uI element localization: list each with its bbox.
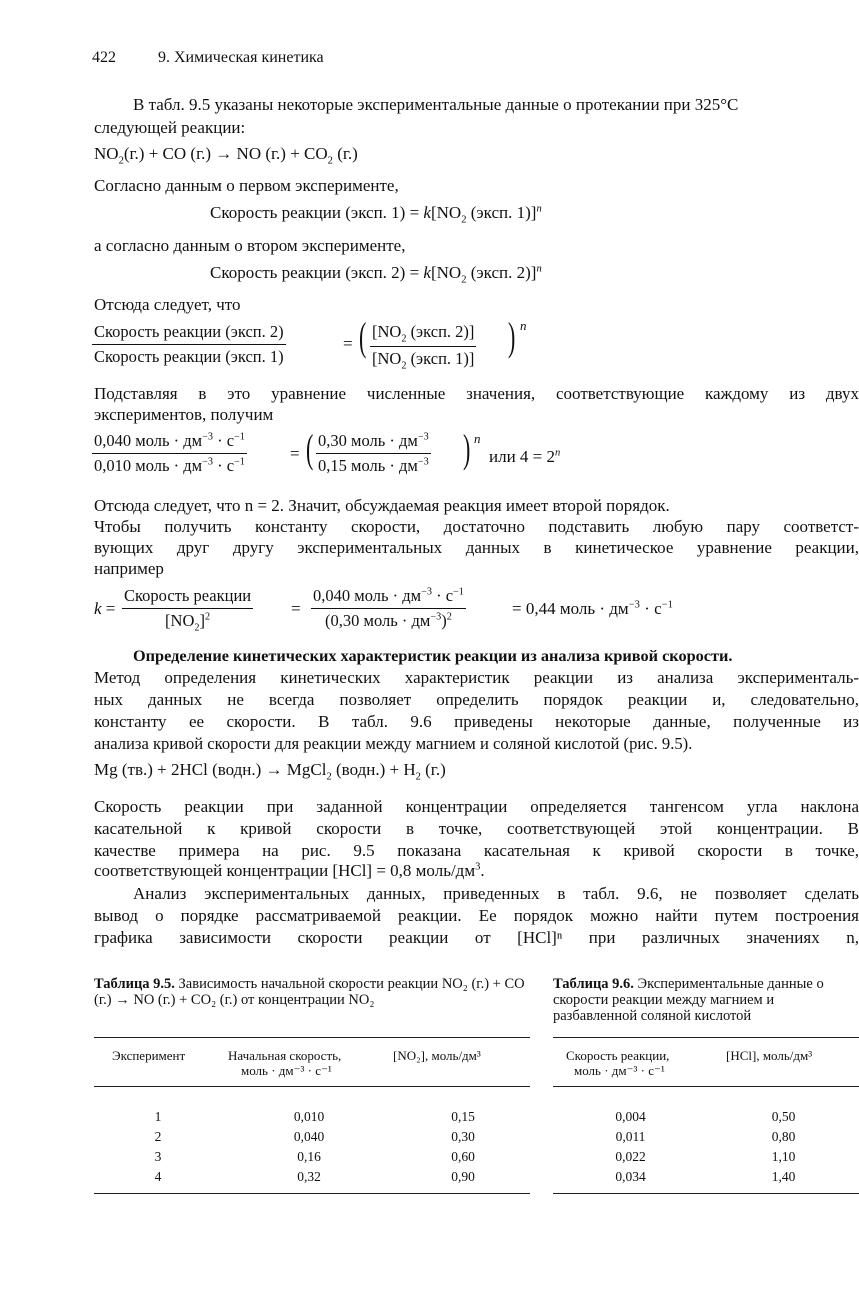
- subst-or: или $4 = 2^n$: [489, 447, 561, 466]
- para2-line-1: Скорость реакции при заданной концентрации определяется тангенсом угла наклона: [94, 797, 859, 816]
- table-row: 0,034 1,40: [615, 1169, 796, 1184]
- table95-header-rule: [94, 1086, 530, 1087]
- reaction-1: $NO_2(г.)$ + CO (г.) → NO $(г.) + CO_2$ (г.): [94, 144, 358, 167]
- k-symbol: k =: [94, 599, 116, 618]
- k-result: = 0,44 моль · $дм^{-3} \cdot с^{-1}$: [512, 599, 673, 618]
- table95-body: [94, 1107, 530, 1187]
- k-equals-2: =: [291, 599, 301, 618]
- table-row: 0,011 0,80: [615, 1129, 796, 1144]
- page-number: 422: [92, 49, 116, 66]
- ratio-exponent: n: [520, 318, 527, 333]
- table95-caption: Таблица 9.5. Зависимость начальной скорости реакции NO₂ (г.) + CO (г.) → NO (г.) + CO₂ (г.) от концентрации NO₂: [94, 976, 525, 1008]
- table-row: 1 0,010 0,15: [154, 1109, 475, 1124]
- table95-bottom-rule: [94, 1193, 530, 1194]
- subst-line-2: экспериментов, получим: [94, 405, 274, 424]
- k-second-fraction: 0,040 моль · $дм^{-3} \cdot с^{-1}$ (0,30 моль · $дм^{-3})^2$: [313, 586, 464, 630]
- section-heading: Определение кинетических характеристик реакции из анализа кривой скорости.: [133, 646, 733, 665]
- ratio-numerator: Скорость реакции (эксп. 2): [92, 322, 286, 345]
- table96-header-rate: Скорость реакции,: [566, 1048, 670, 1063]
- ratio-left-fraction: [92, 322, 286, 367]
- table-row: 0,004 0,50: [615, 1109, 796, 1124]
- para2-line-3: качестве примера на рис. 9.5 показана касательная к кривой скорости в точке,: [94, 841, 859, 860]
- table95-header-rate: Начальная скорость,: [228, 1048, 342, 1063]
- exp2-intro: а согласно данным о втором эксперименте,: [94, 236, 406, 255]
- conclusion-line-3: вующих друг другу экспериментальных данных в кинетическое уравнение реакции,: [94, 538, 859, 557]
- para2-line-4: соответствующей концентрации [HCl] = 0,8 моль/$дм^3$.: [94, 861, 485, 880]
- intro-line-2: следующей реакции:: [94, 118, 246, 137]
- table96-header-hcl: [HCl], моль/дм³: [726, 1048, 813, 1063]
- table-row: 0,022 1,10: [615, 1149, 796, 1164]
- running-header: 9. Химическая кинетика: [158, 49, 324, 66]
- table95-header-rate-units: моль · дм⁻³ · с⁻¹: [241, 1063, 332, 1078]
- conclusion-line-1: Отсюда следует, что n = 2. Значит, обсуждаемая реакция имеет второй порядок.: [94, 496, 670, 515]
- exp1-intro: Согласно данным о первом эксперименте,: [94, 176, 399, 195]
- subst-right-fraction: 0,30 моль · $дм^{-3}$ 0,15 моль · $дм^{-3}$: [318, 431, 429, 475]
- para2-line-2: касательной к кривой скорости в точке, соответствующей этой концентрации. В: [94, 819, 859, 838]
- ratio-intro: Отсюда следует, что: [94, 295, 241, 314]
- subst-exponent: n: [474, 431, 481, 446]
- para3-line-3: графика зависимости скорости реакции от [HCl]ⁿ при различных значениях n,: [94, 928, 859, 947]
- table96-body: [553, 1107, 859, 1187]
- subst-equals: =: [290, 444, 300, 463]
- section-line-1: Метод определения кинетических характеристик реакции из анализа эксперименталь-: [94, 668, 859, 687]
- left-paren: (: [359, 314, 367, 359]
- section-line-3: константу ее скорости. В табл. 9.6 приведены некоторые данные, полученные из: [94, 712, 859, 731]
- ratio-equals: =: [343, 334, 353, 353]
- left-paren: (: [306, 426, 314, 471]
- table-row: 4 0,32 0,90: [154, 1169, 475, 1184]
- table96-header-rule: [553, 1086, 859, 1087]
- section-line-4: анализа кривой скорости для реакции между магнием и соляной кислотой (рис. 9.5).: [94, 734, 693, 753]
- para3-line-2: вывод о порядке рассматриваемой реакции. Ее порядок можно найти путем построения: [94, 906, 859, 925]
- subst-line-1: Подставляя в это уравнение численные значения, соответствующие каждому из двух: [94, 384, 859, 403]
- ratio-denominator: Скорость реакции (эксп. 1): [94, 347, 284, 366]
- right-paren: ): [463, 426, 471, 471]
- table96-caption: Таблица 9.6. Экспериментальные данные о скорости реакции между магнием и разбавленной соляной кислотой: [553, 976, 824, 1024]
- conclusion-line-2: Чтобы получить константу скорости, достаточно подставить любую пару соответст-: [94, 517, 859, 536]
- table-row: 2 0,040 0,30: [154, 1129, 475, 1144]
- right-paren: ): [508, 314, 516, 359]
- subst-left-fraction: 0,040 моль · $дм^{-3} \cdot с^{-1}$ 0,010 моль · $дм^{-3} \cdot с^{-1}$: [94, 431, 245, 475]
- ratio-right-fraction: [$NO_2$ (эксп. 2)] [$NO_2$ (эксп. 1)]: [372, 322, 475, 372]
- table96-header-rate-units: моль · дм⁻³ · с⁻¹: [574, 1063, 665, 1078]
- table95-header-no2: [NO₂], моль/дм³: [393, 1048, 481, 1063]
- exp2-equation: Скорость реакции (эксп. $2) = k[NO_2$ (эксп. 2)]$^n$: [210, 263, 542, 286]
- table95-header-exp: Эксперимент: [112, 1048, 186, 1063]
- table95-top-rule: [94, 1037, 530, 1038]
- reaction-2: Mg (тв.) + 2HCl (водн.) → MgCl$_2$ (водн.) + $H_2$ (г.): [94, 760, 446, 783]
- section-line-2: ных данных не всегда позволяет определить порядок реакции и, следовательно,: [94, 690, 859, 709]
- exp1-equation: Скорость реакции (эксп. $1) = k[NO_2$ (эксп. 1)]$^n$: [210, 203, 542, 226]
- k-first-fraction: Скорость реакции $[NO_2]^2$: [124, 586, 252, 634]
- table-row: 3 0,16 0,60: [154, 1149, 475, 1164]
- conclusion-line-4: например: [94, 559, 164, 578]
- table96-top-rule: [553, 1037, 859, 1038]
- table96-bottom-rule: [553, 1193, 859, 1194]
- intro-line-1: В табл. 9.5 указаны некоторые экспериментальные данные о протекании при 325°С: [133, 95, 739, 114]
- para3-line-1: Анализ экспериментальных данных, приведенных в табл. 9.6, не позволяет сделать: [133, 884, 859, 903]
